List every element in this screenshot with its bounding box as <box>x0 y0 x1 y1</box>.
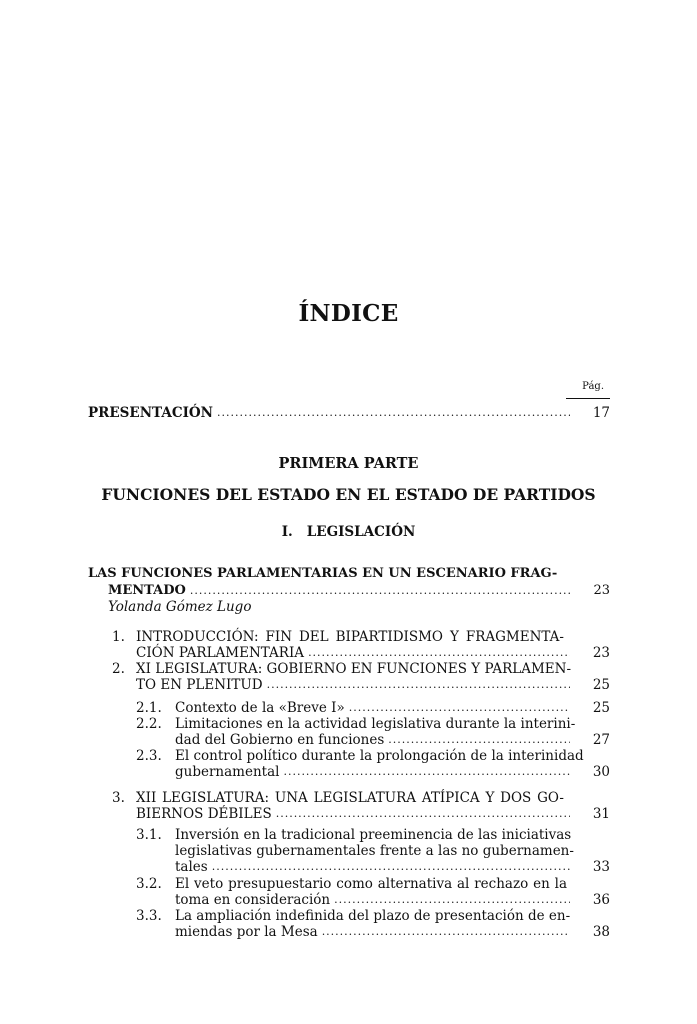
entry-label: toma en consideración <box>175 892 331 908</box>
entry-number: 3.1. <box>136 827 162 843</box>
entry-label: TO EN PLENITUD <box>136 677 263 693</box>
entry-line1[interactable]: XI LEGISLATURA: GOBIERNO EN FUNCIONES Y PARLAMEN- <box>136 661 572 677</box>
entry-line1[interactable]: Limitaciones en la actividad legislativa durante la interini- <box>175 716 576 732</box>
entry-page: 27 <box>592 732 610 748</box>
entry-label: dad del Gobierno en funciones <box>175 732 385 748</box>
toc-entry[interactable] <box>136 806 610 822</box>
entry-label: MENTADO <box>108 583 186 598</box>
section-heading: I. LEGISLACIÓN <box>281 524 416 540</box>
entry-page: 23 <box>593 583 610 598</box>
entry-label: BIERNOS DÉBILES <box>136 806 272 822</box>
entry-number: 1. <box>112 629 125 645</box>
toc-entry[interactable] <box>175 764 610 780</box>
entry-page: 25 <box>592 677 610 693</box>
entry-page: 25 <box>592 700 610 716</box>
chapter-author: Yolanda Gómez Lugo <box>108 599 252 615</box>
entry-page: 33 <box>592 859 610 875</box>
entry-line1[interactable]: El veto presupuestario como alternativa al rechazo en la <box>175 876 567 892</box>
entry-number: 3.3. <box>136 908 162 924</box>
entry-line1[interactable]: XII LEGISLATURA: UNA LEGISLATURA ATÍPICA Y DOS GO- <box>136 790 564 806</box>
dot-leader <box>267 677 570 693</box>
dot-leader <box>322 924 570 940</box>
toc-entry-presentacion[interactable] <box>88 405 610 421</box>
entry-number: 2.1. <box>136 700 162 716</box>
entry-page: 36 <box>592 892 610 908</box>
part-heading: PRIMERA PARTE <box>278 455 419 472</box>
dot-leader <box>217 405 570 421</box>
entry-label: gubernamental <box>175 764 280 780</box>
entry-number: 2.2. <box>136 716 162 732</box>
entry-line2[interactable]: legislativas gubernamentales frente a las no gubernamen- <box>175 843 574 859</box>
page-column-label: Pág. <box>582 381 604 392</box>
entry-line1[interactable]: Inversión en la tradicional preeminencia de las iniciativas <box>175 827 572 843</box>
page-title: ÍNDICE <box>298 300 399 327</box>
entry-number: 2.3. <box>136 748 162 764</box>
entry-label: PRESENTACIÓN <box>88 405 213 421</box>
dot-leader <box>349 700 570 716</box>
toc-entry[interactable] <box>175 700 610 716</box>
dot-leader <box>283 764 570 780</box>
dot-leader <box>276 806 570 822</box>
dot-leader <box>212 859 570 875</box>
entry-number: 3.2. <box>136 876 162 892</box>
toc-entry[interactable] <box>175 924 610 940</box>
toc-entry[interactable] <box>175 732 610 748</box>
toc-entry[interactable] <box>175 859 610 875</box>
dot-leader <box>308 645 570 661</box>
entry-number: 3. <box>112 790 125 806</box>
entry-label: miendas por la Mesa <box>175 924 318 940</box>
entry-line1[interactable]: La ampliación indefinida del plazo de presentación de en- <box>175 908 571 924</box>
dot-leader <box>190 583 570 599</box>
entry-label: CIÓN PARLAMENTARIA <box>136 645 305 661</box>
entry-line1[interactable]: El control político durante la prolongación de la interinidad <box>175 748 584 764</box>
entry-page: 17 <box>592 405 610 421</box>
entry-label: tales <box>175 859 208 875</box>
entry-number: 2. <box>112 661 125 677</box>
dot-leader <box>388 732 570 748</box>
toc-entry[interactable] <box>136 645 610 661</box>
entry-label: Contexto de la «Breve I» <box>175 700 345 716</box>
entry-line1[interactable]: INTRODUCCIÓN: FIN DEL BIPARTIDISMO Y FRAGMENTA- <box>136 629 564 645</box>
dot-leader <box>334 892 570 908</box>
chapter-title-line1[interactable]: LAS FUNCIONES PARLAMENTARIAS EN UN ESCENARIO FRAG- <box>88 566 558 581</box>
entry-page: 38 <box>592 924 610 940</box>
toc-entry[interactable] <box>175 892 610 908</box>
page-column-rule <box>566 398 610 399</box>
entry-page: 23 <box>592 645 610 661</box>
entry-page: 30 <box>592 764 610 780</box>
toc-entry-chapter[interactable] <box>108 583 610 599</box>
part-subtitle: FUNCIONES DEL ESTADO EN EL ESTADO DE PARTIDOS <box>101 485 596 504</box>
entry-page: 31 <box>592 806 610 822</box>
toc-entry[interactable] <box>136 677 610 693</box>
